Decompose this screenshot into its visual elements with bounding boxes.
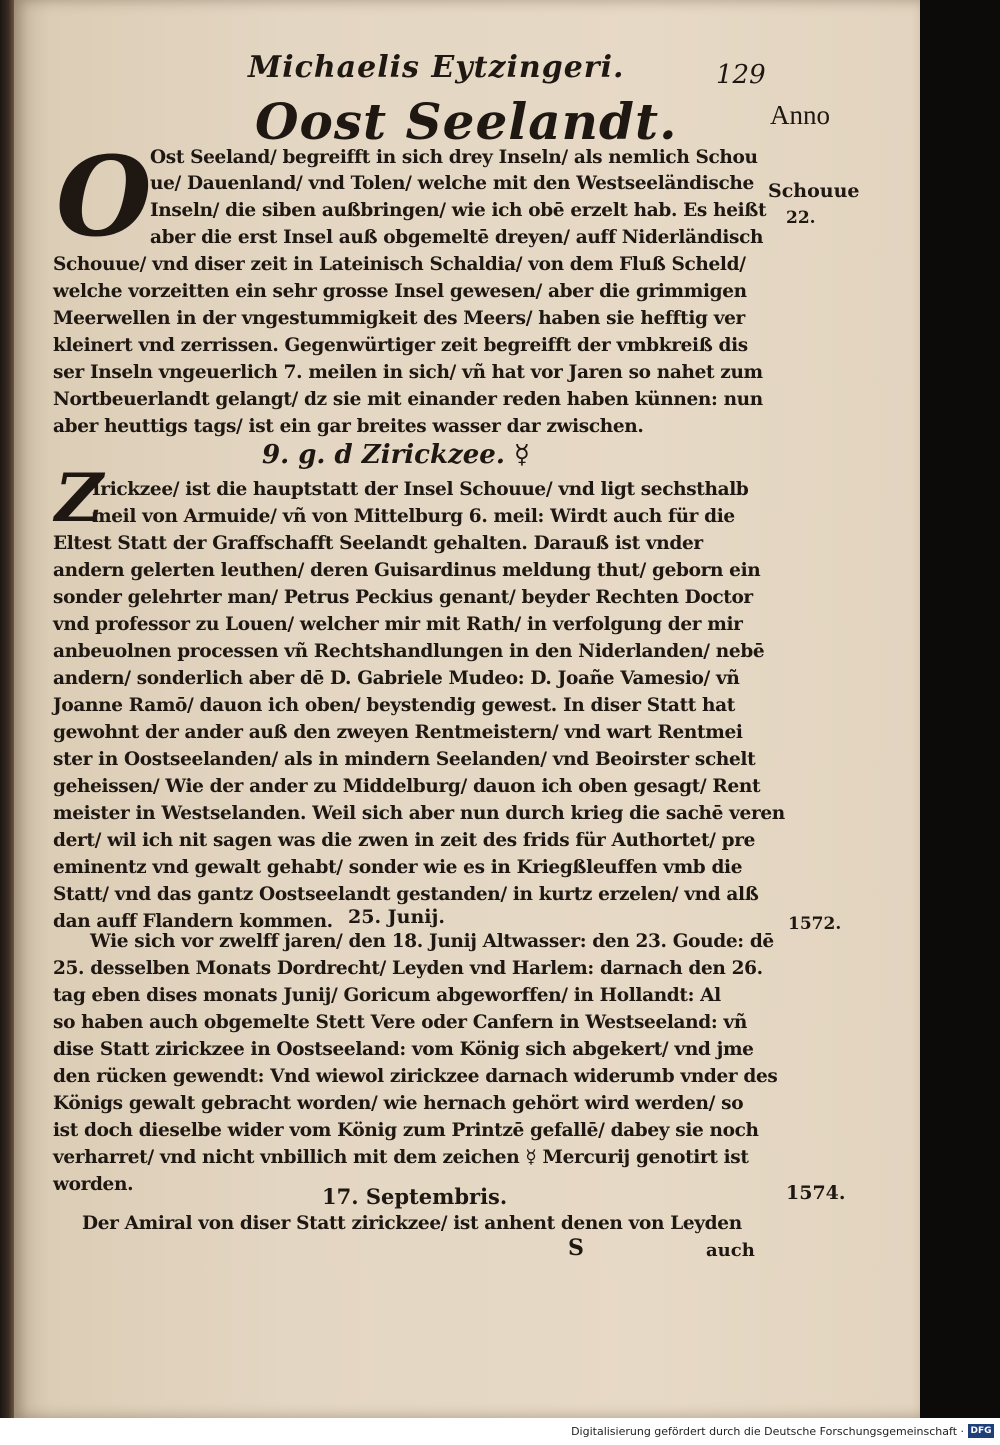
text-line: meister in Westselanden. Weil sich aber nun durch krieg die sachē veren: [53, 803, 785, 824]
text-line: ist doch dieselbe wider vom König zum Printzē gefallē/ dabey sie noch: [53, 1120, 759, 1141]
text-line: aber die erst Insel auß obgemeltē dreyen/ auff Niderländisch: [150, 227, 764, 248]
text-line: aber heuttigs tags/ ist ein gar breites wasser dar zwischen.: [53, 416, 644, 437]
text-line: anbeuolnen processen vñ Rechtshandlungen in den Niderlanden/ nebē: [53, 641, 765, 662]
text-line: worden.: [53, 1174, 134, 1195]
text-line: Schouue/ vnd diser zeit in Lateinisch Schaldia/ von dem Fluß Scheld/: [53, 254, 746, 275]
text-line: Nortbeuerlandt gelangt/ dz sie mit einander reden haben künnen: nun: [53, 389, 763, 410]
text-line: ser Inseln vngeuerlich 7. meilen in sich/ vñ hat vor Jaren so nahet zum: [53, 362, 763, 383]
text-line: andern/ sonderlich aber dē D. Gabriele Mudeo: D. Joañe Vamesio/ vñ: [53, 668, 740, 689]
page-number: 129: [716, 60, 766, 90]
signature-mark: S: [568, 1235, 584, 1261]
text-line: andern gelerten leuthen/ deren Guisardinus meldung thut/ geborn ein: [53, 560, 761, 581]
text-line: ster in Oostseelanden/ als in mindern Seelanden/ vnd Beoirster schelt: [53, 749, 756, 770]
text-line: den rücken gewendt: Vnd wiewol zirickzee darnach widerumb vnder des: [53, 1066, 778, 1087]
text-line: dise Statt zirickzee in Oostseeland: vom König sich abgekert/ vnd jme: [53, 1039, 754, 1060]
footer-bar: [0, 1418, 1000, 1445]
text-line: welche vorzeitten ein sehr grosse Insel gewesen/ aber die grimmigen: [53, 281, 747, 302]
text-line: sonder gelehrter man/ Petrus Peckius genant/ beyder Rechten Doctor: [53, 587, 753, 608]
dfg-logo: DFG: [968, 1424, 994, 1438]
text-line: Statt/ vnd das gantz Oostseelandt gestanden/ in kurtz erzelen/ vnd alß: [53, 884, 759, 905]
text-line: tag eben dises monats Junij/ Goricum abgeworffen/ in Hollandt: Al: [53, 985, 721, 1006]
scan-backdrop: [920, 0, 1000, 1418]
text-line: eminentz vnd gewalt gehabt/ sonder wie es in Kriegßleuffen vmb die: [53, 857, 743, 878]
text-line: Joanne Ramō/ dauon ich oben/ beystendig gewest. In diser Statt hat: [53, 695, 735, 716]
text-line: meil von Armuide/ vñ von Mittelburg 6. meil: Wirdt auch für die: [92, 506, 735, 527]
section-heading: 9. g. d Zirickzee. ☿: [262, 440, 530, 470]
margin-year: 1574.: [786, 1182, 846, 1204]
text-line: dan auff Flandern kommen.: [53, 911, 333, 932]
decorated-initial-z: Z: [55, 459, 104, 537]
chapter-title: Oost Seelandt.: [255, 92, 678, 151]
running-head: Michaelis Eytzingeri.: [248, 50, 625, 85]
margin-anno: Anno: [770, 100, 830, 130]
text-line: gewohnt der ander auß den zweyen Rentmeistern/ vnd wart Rentmei: [53, 722, 743, 743]
margin-year: 1572.: [788, 914, 842, 934]
text-line: Ost Seeland/ begreifft in sich drey Inseln/ als nemlich Schou: [150, 147, 758, 168]
text-line: Eltest Statt der Graffschafft Seelandt gehalten. Darauß ist vnder: [53, 533, 703, 554]
text-line: Wie sich vor zwelff jaren/ den 18. Junij Altwasser: den 23. Goude: dē: [90, 931, 774, 952]
text-line: Königs gewalt gebracht worden/ wie hernach gehört wird werden/ so: [53, 1093, 744, 1114]
decorated-initial: O: [56, 132, 152, 261]
text-line: geheissen/ Wie der ander zu Middelburg/ dauon ich oben gesagt/ Rent: [53, 776, 761, 797]
text-line: ue/ Dauenland/ vnd Tolen/ welche mit den Westseeländische: [150, 173, 754, 194]
text-line: dert/ wil ich nit sagen was die zwen in zeit des frids für Authortet/ pre: [53, 830, 756, 851]
text-line: Inseln/ die siben außbringen/ wie ich obē erzelt hab. Es heißt: [150, 200, 767, 221]
book-spine: [0, 0, 14, 1418]
text-line: Meerwellen in der vngestummigkeit des Meers/ haben sie hefftig ver: [53, 308, 745, 329]
date-heading: 17. Septembris.: [322, 1184, 508, 1209]
margin-note-place: Schouue: [768, 180, 860, 202]
text-line: kleinert vnd zerrissen. Gegenwürtiger zeit begreifft der vmbkreiß dis: [53, 335, 748, 356]
text-line: Der Amiral von diser Statt zirickzee/ ist anhent denen von Leyden: [82, 1213, 742, 1234]
text-line: 25. desselben Monats Dordrecht/ Leyden vnd Harlem: darnach den 26.: [53, 958, 763, 979]
text-line: so haben auch obgemelte Stett Vere oder Canfern in Westseeland: vñ: [53, 1012, 747, 1033]
margin-note-number: 22.: [786, 208, 816, 228]
catchword: auch: [706, 1240, 755, 1261]
funding-note: Digitalisierung gefördert durch die Deutsche Forschungsgemeinschaft ·: [571, 1425, 964, 1438]
text-line: verharret/ vnd nicht vnbillich mit dem zeichen ☿ Mercurij genotirt ist: [53, 1147, 749, 1168]
text-line: Irickzee/ ist die hauptstatt der Insel Schouue/ vnd ligt sechsthalb: [92, 479, 749, 500]
date-heading: 25. Junij.: [348, 906, 445, 928]
text-line: vnd professor zu Louen/ welcher mir mit Rath/ in verfolgung der mir: [53, 614, 743, 635]
